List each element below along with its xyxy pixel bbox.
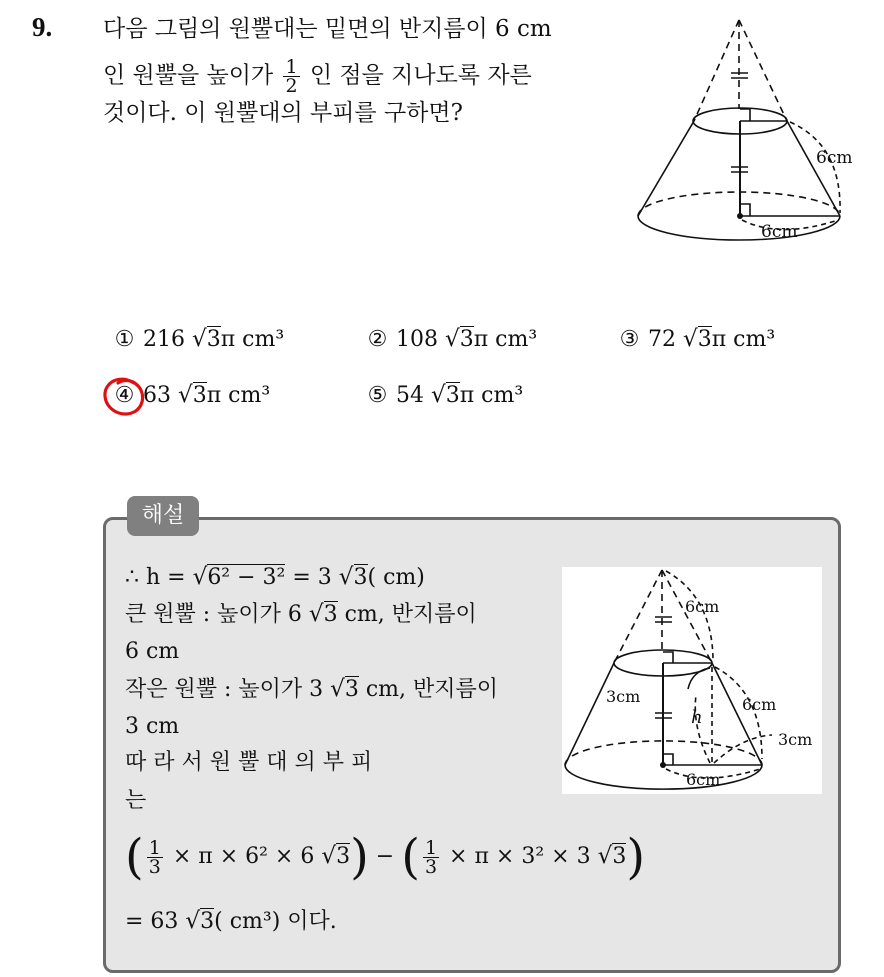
choice-5[interactable] <box>366 382 523 408</box>
sol-l8-radicand2: 3 <box>612 844 627 869</box>
sol-l8-sqrt2: √3 <box>597 843 627 869</box>
question-line-2b: 인 점을 지나도록 자른 <box>309 62 532 89</box>
choice-4-coef: 63 <box>143 383 171 408</box>
answer-circle-mark <box>100 374 150 420</box>
sol-frac1-num: 1 <box>148 836 161 859</box>
choice-5-unit: π cm³ <box>459 383 524 408</box>
choice-2-radicand: 3 <box>459 327 474 352</box>
choice-2-mark: ② <box>367 327 388 352</box>
fig2-half-radius: 3cm <box>778 730 813 749</box>
solution-line-5: 3 cm <box>125 714 180 739</box>
fig2-bottom-slant: 6cm <box>742 695 777 714</box>
question-line-2a: 인 원뿔을 높이가 <box>103 62 274 89</box>
sol-l9-a: = 63 <box>125 909 186 934</box>
sol-l8-radicand: 3 <box>336 844 351 869</box>
sol-frac1-den: 3 <box>148 855 161 878</box>
fig1-radius-label: 6cm <box>761 222 798 242</box>
choice-5-mark: ⑤ <box>367 383 388 408</box>
sol-l1-sqrt2: √3 <box>338 564 368 590</box>
choice-5-coef: 54 <box>396 383 424 408</box>
sol-l8-b: × π × 3² × 3 <box>442 844 598 869</box>
solution-line-3: 6 cm <box>125 639 180 664</box>
choice-3-sqrt: √3 <box>683 326 712 352</box>
choice-2-sqrt: √3 <box>445 326 474 352</box>
choice-4-unit: π cm³ <box>206 383 271 408</box>
solution-line-2 <box>125 599 477 630</box>
solution-line-4 <box>125 674 498 705</box>
choice-1-unit: π cm³ <box>220 327 285 352</box>
sol-l9-b: ( cm³) 이다. <box>214 909 337 934</box>
choice-1-coef: 216 <box>143 327 185 352</box>
solution-figure <box>562 567 822 794</box>
choice-3-unit: π cm³ <box>711 327 776 352</box>
choice-4-sqrt: √3 <box>178 382 207 408</box>
solution-line-7: 는 <box>125 788 147 813</box>
open-paren-2: ( <box>401 829 420 885</box>
fig2-top-slant: 6cm <box>685 597 720 616</box>
fig2-base-radius: 6cm <box>686 770 721 789</box>
solution-tag: 해설 <box>127 496 199 536</box>
sol-l1-radicand: 6² − 3² <box>207 565 286 590</box>
sol-l2-a: 큰 원뿔 : 높이가 6 <box>125 602 309 627</box>
question-line-3: 것이다. 이 원뿔대의 부피를 구하면? <box>103 100 463 126</box>
question-number: 9. <box>32 12 53 42</box>
choice-2-coef: 108 <box>396 327 438 352</box>
choice-2-unit: π cm³ <box>473 327 538 352</box>
fig2-height-label: h <box>691 707 703 728</box>
close-paren-2: ) <box>626 829 646 885</box>
choice-3-mark: ③ <box>619 327 640 352</box>
sol-l2-radicand: 3 <box>323 602 338 627</box>
solution-line-1 <box>125 562 425 593</box>
choice-1-radicand: 3 <box>206 327 221 352</box>
choice-4-radicand: 3 <box>192 383 207 408</box>
choice-1-sqrt: √3 <box>192 326 221 352</box>
fig1-slant-label: 6cm <box>816 148 853 168</box>
choice-3-coef: 72 <box>648 327 676 352</box>
sol-l9-sqrt: √3 <box>185 908 215 934</box>
sol-frac2-den: 3 <box>424 855 438 878</box>
sol-fraction-1 <box>147 836 163 878</box>
question-line-1: 다음 그림의 원뿔대는 밑면의 반지름이 6 cm <box>103 16 552 42</box>
choice-1-mark: ① <box>114 327 135 352</box>
sol-l1-a: ∴ h = <box>125 565 193 590</box>
fraction-denominator: 2 <box>285 75 298 97</box>
sol-l2-sqrt: √3 <box>308 601 338 627</box>
sol-l8-sqrt: √3 <box>321 843 351 869</box>
choice-5-sqrt: √3 <box>431 382 460 408</box>
question-line-2 <box>103 58 532 95</box>
sol-l2-b: cm, 반지름이 <box>337 602 477 627</box>
fraction-numerator: 1 <box>285 56 298 78</box>
choice-2[interactable] <box>366 326 537 352</box>
choice-4-mark: ④ <box>114 383 135 408</box>
sol-frac2-num: 1 <box>424 836 438 859</box>
sol-l4-radicand: 3 <box>344 677 359 702</box>
sol-l8-a: × π × 6² × 6 <box>165 844 322 869</box>
solution-line-9 <box>125 906 337 937</box>
fraction-one-half <box>283 58 299 95</box>
sol-l4-a: 작은 원뿔 : 높이가 3 <box>125 677 331 702</box>
frustum-figure <box>630 15 870 245</box>
sol-fraction-2 <box>423 836 439 878</box>
open-paren: ( <box>125 829 144 885</box>
sol-l1-sqrt: √6² − 3² <box>192 564 286 590</box>
sol-l9-radicand: 3 <box>200 909 215 934</box>
solution-line-6: 따 라 서 원 뿔 대 의 부 피 <box>125 750 373 775</box>
choice-5-radicand: 3 <box>445 383 460 408</box>
sol-l4-b: cm, 반지름이 <box>358 677 499 702</box>
sol-l1-c: ( cm) <box>367 565 425 590</box>
choice-1[interactable] <box>113 326 284 352</box>
close-paren: ) <box>350 829 369 885</box>
solution-line-8 <box>125 828 645 885</box>
sol-l1-b: = 3 <box>285 565 339 590</box>
sol-l4-sqrt: √3 <box>330 676 359 702</box>
sol-l1-radicand2: 3 <box>353 565 368 590</box>
sol-l8-minus: − <box>368 844 402 869</box>
choice-3[interactable] <box>618 326 775 352</box>
choice-3-radicand: 3 <box>697 327 712 352</box>
fig2-small-radius: 3cm <box>606 687 641 706</box>
